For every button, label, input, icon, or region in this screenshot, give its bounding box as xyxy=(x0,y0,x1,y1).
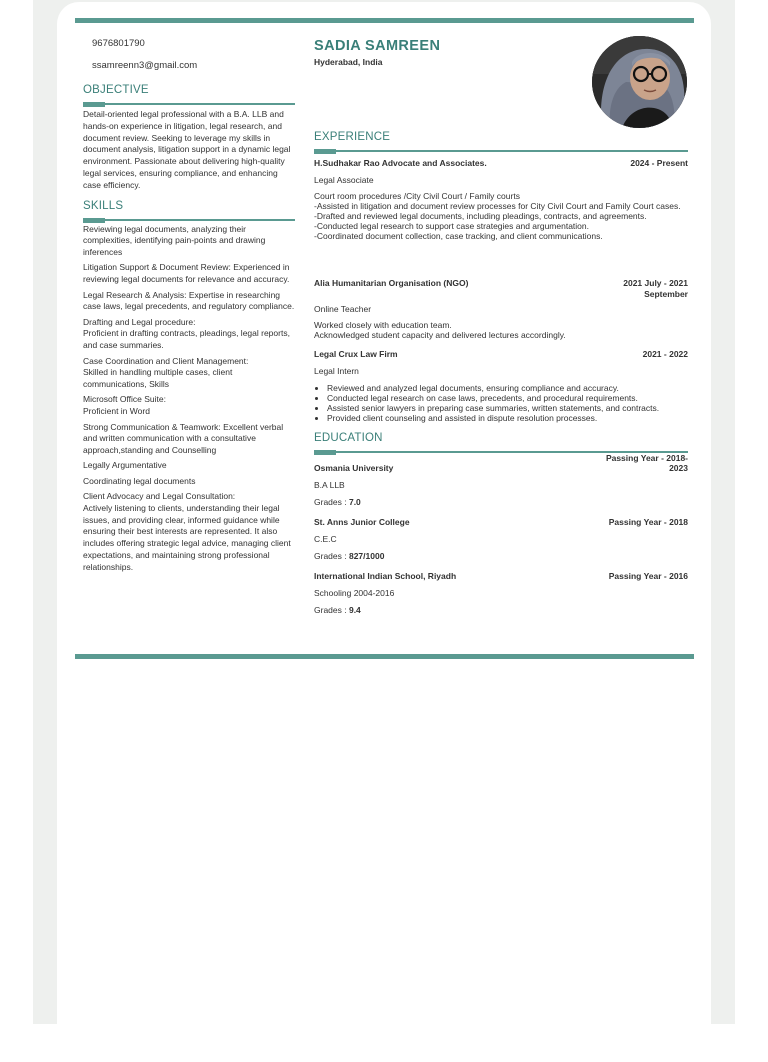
job-entry xyxy=(314,278,688,340)
skill-item: Litigation Support & Document Review: Experienced in reviewing legal documents for relevance and accuracy. xyxy=(83,262,290,285)
candidate-location: Hyderabad, India xyxy=(314,57,383,67)
section-divider xyxy=(314,149,688,152)
job-role: Online Teacher xyxy=(314,304,372,314)
edu-degree: Schooling 2004-2016 xyxy=(314,588,395,598)
job-company: Alia Humanitarian Organisation (NGO) xyxy=(314,278,469,288)
profile-photo xyxy=(592,36,687,128)
list-item: • Conducted legal research on case laws, precedents, and procedural requirements. xyxy=(327,393,688,403)
skill-item: Drafting and Legal procedure: Proficient in drafting contracts, pleadings, legal reports, and case summaries. xyxy=(83,316,290,351)
list-item: • Reviewed and analyzed legal documents, ensuring compliance and accuracy. xyxy=(327,383,688,393)
skill-item: Legal Research & Analysis: Expertise in researching case laws, legal precedents, and regulatory compliance. xyxy=(83,289,295,312)
left-column xyxy=(83,36,295,577)
edu-grade xyxy=(314,605,688,615)
job-role: Legal Intern xyxy=(314,366,359,376)
experience-section xyxy=(314,131,688,423)
job-date: 2021 - 2022 xyxy=(642,349,688,359)
skill-item: Microsoft Office Suite: Proficient in Word xyxy=(83,394,166,417)
job-bullets xyxy=(314,383,688,423)
job-company: H.Sudhakar Rao Advocate and Associates. xyxy=(314,158,487,168)
skill-item: Legally Argumentative xyxy=(83,460,167,471)
education-entry xyxy=(314,517,688,561)
job-date: 2021 July - 2021 September xyxy=(623,278,688,299)
grade-label: Grades : xyxy=(314,605,349,615)
job-entry xyxy=(314,158,688,241)
grade-value: 7.0 xyxy=(348,497,361,507)
edu-degree: B.A LLB xyxy=(314,480,345,490)
skill-item: Case Coordination and Client Management: Skilled in handling multiple cases, client communications, Skills xyxy=(83,355,249,390)
grade-label: Grades : xyxy=(314,497,349,507)
education-entry xyxy=(314,571,688,615)
education-entry xyxy=(314,453,688,507)
list-item: • Assisted senior lawyers in preparing case summaries, written statements, and contracts. xyxy=(327,403,688,413)
skill-item: Client Advocacy and Legal Consultation: Actively listening to clients, understanding their legal issues, and providing clear, informed guidance while ensuring their best interests are represented. It also includes offering strategic legal advice, managing client expectations, and maintaining strong professional relationships. xyxy=(83,491,291,572)
experience-heading: EXPERIENCE xyxy=(314,131,391,143)
job-date: 2024 - Present xyxy=(630,158,688,168)
phone-number: 9676801790 xyxy=(92,38,145,49)
skills-heading: SKILLS xyxy=(83,199,124,212)
edu-school: International Indian School, Riyadh xyxy=(314,571,457,581)
objective-section xyxy=(83,84,295,192)
edu-degree: C.E.C xyxy=(314,534,337,544)
skill-item: Coordinating legal documents xyxy=(83,475,196,486)
edu-school: Osmania University xyxy=(314,463,394,473)
bottom-accent-bar xyxy=(75,654,694,659)
job-description: Court room procedures /City Civil Court / Family courts -Assisted in litigation and document review processes for City Civil Court and Family Court cases. -Drafted and reviewed legal documents, including pleadings, contracts, and agreements. -Conducted legal research to support case strategies and argumentation. -Coordinated document collection, case tracking, and client communications. xyxy=(314,191,681,241)
list-item: • Provided client counseling and assisted in dispute resolution processes. xyxy=(327,413,688,423)
edu-year: Passing Year - 2018 xyxy=(608,517,688,527)
section-divider xyxy=(83,102,295,105)
section-divider xyxy=(314,450,688,453)
skills-list xyxy=(83,224,295,574)
grade-label: Grades : xyxy=(314,551,349,561)
skills-section xyxy=(83,200,295,574)
profile-photo-icon xyxy=(592,36,687,128)
edu-grade xyxy=(314,551,688,561)
grade-value: 9.4 xyxy=(348,605,361,615)
job-entry xyxy=(314,349,688,423)
education-section xyxy=(314,432,688,615)
edu-grade xyxy=(314,497,688,507)
edu-school: St. Anns Junior College xyxy=(314,517,410,527)
grade-value: 827/1000 xyxy=(348,551,385,561)
job-role: Legal Associate xyxy=(314,175,374,185)
objective-heading: OBJECTIVE xyxy=(83,84,149,96)
edu-year: Passing Year - 2018- 2023 xyxy=(605,453,688,473)
edu-year: Passing Year - 2016 xyxy=(608,571,688,581)
candidate-name: SADIA SAMREEN xyxy=(314,38,441,54)
job-description: Worked closely with education team. Acknowledged student capacity and delivered lectures accordingly. xyxy=(314,320,566,340)
objective-text: Detail-oriented legal professional with a B.A. LLB and hands-on experience in litigation, legal research, and document review. Seeking to leverage my skills in document analysis, litigation support in a dynamic legal environment. Passionate about delivering high-quality legal services, ensuring compliance, and enhancing case efficiency. xyxy=(83,109,291,190)
top-accent-bar xyxy=(75,18,694,23)
outer-margin xyxy=(0,0,33,1024)
job-company: Legal Crux Law Firm xyxy=(314,349,398,359)
section-divider xyxy=(83,218,295,221)
email-address: ssamreenn3@gmail.com xyxy=(92,60,198,71)
education-heading: EDUCATION xyxy=(314,432,383,444)
skill-item: Strong Communication & Teamwork: Excellent verbal and written communication with a consultative approach,standing and Counselling xyxy=(83,421,284,456)
skill-item: Reviewing legal documents, analyzing their complexities, identifying pain-points and drawing inferences xyxy=(83,223,266,258)
